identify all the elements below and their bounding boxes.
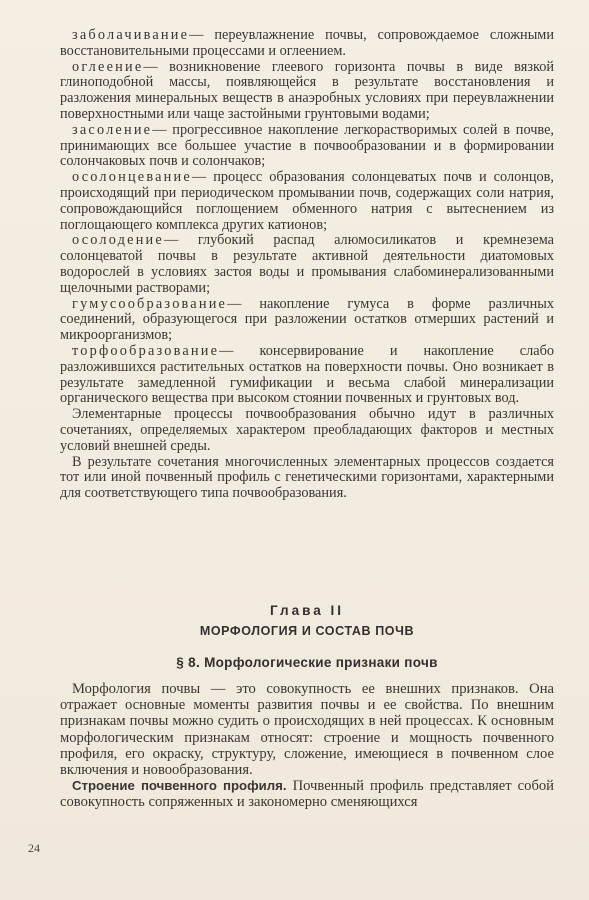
- definitions-list: [60, 28, 554, 502]
- definition-term: осолодение: [72, 232, 164, 249]
- definition-item: [60, 233, 554, 296]
- definition-text: — процесс образования солонцеватых почв и солонцов, происходящий при периодическом промывании почв, содержащих соли натрия, сопровождающийся поглощением обменного натрия с вытеснением из поглощающего комплекса других катионов;: [60, 169, 554, 233]
- definition-term: гумусообразование: [72, 295, 228, 312]
- chapter-title: МОРФОЛОГИЯ И СОСТАВ ПОЧВ: [199, 624, 415, 638]
- page-number: 24: [28, 841, 40, 855]
- definition-item: [60, 28, 554, 60]
- intro-paragraph: Морфология почвы — это совокупность ее внешних признаков. Она отражает основные моменты развития почвы и ее свойства. По внешним признакам почвы можно судить о происходящих в ней процессах. К основным морфологическим признакам относят: строение и мощность почвенного профиля, его окраску, структуру, сложение, имеющиеся в почвенном слое включения и новообразования.: [60, 681, 554, 779]
- definition-term: заболачивание: [72, 27, 190, 43]
- section-body: [60, 681, 554, 811]
- definition-text: — накопление гумуса в форме различных соединений, образующегося при разложении остатков отмерших растений и микроорганизмов;: [60, 295, 554, 344]
- definition-item: [60, 123, 554, 170]
- lead-paragraph: [60, 778, 554, 810]
- definition-term: торфообразование: [72, 342, 220, 359]
- definition-term: осолонцевание: [72, 169, 192, 186]
- definition-term: засоление: [72, 121, 153, 138]
- definition-term: оглеение: [72, 58, 144, 75]
- definition-text: — переувлажнение почвы, сопровождаемое сложными восстановительными процессами и оглеением.: [60, 27, 554, 59]
- definition-text: — глубокий распад алюмосиликатов и кремнезема солонцеватой почвы в результате активной деятельности диатомовых водорослей в условиях застоя воды и промывания слабоминерализованными щелочными растворами;: [60, 232, 554, 296]
- lead-term: Строение почвенного профиля.: [72, 778, 287, 794]
- definition-item: [60, 60, 554, 123]
- definition-text: — возникновение глеевого горизонта почвы в виде вязкой глиноподобной массы, появляющейся в результате восстановления и разложения минеральных веществ в анаэробных условиях при переувлажнении поверхностными или чаще застойными грунтовыми водами;: [60, 58, 554, 122]
- chapter-number: Глава II: [270, 603, 344, 618]
- definition-item: [60, 297, 554, 344]
- definition-item: [60, 344, 554, 407]
- definition-item: [60, 170, 554, 233]
- paragraph: Элементарные процессы почвообразования обычно идут в различных сочетаниях, определяемых характером преобладающих факторов и местных условий внешней среды.: [60, 406, 554, 454]
- definition-text: — прогрессивное накопление легкорастворимых солей в почве, принимающих все большее участие в почвообразовании и в формировании солончаковых почв и солончаков;: [60, 121, 554, 170]
- definition-text: — консервирование и накопление слабо разложившихся растительных остатков на поверхности почвы. Оно возникает в результате замедленной гумификации и весьма слабой минерализации органического вещества при высоком стоянии почвенных и грунтовых вод.: [60, 342, 554, 407]
- paragraph: В результате сочетания многочисленных элементарных процессов создается тот или иной почвенный профиль с генетическими горизонтами, характерными для соответствующего типа почвообразования.: [60, 453, 554, 502]
- section-title: § 8. Морфологические признаки почв: [176, 655, 438, 670]
- lead-text: Почвенный профиль представляет собой совокупность сопряженных и закономерно сменяющихся: [60, 778, 554, 811]
